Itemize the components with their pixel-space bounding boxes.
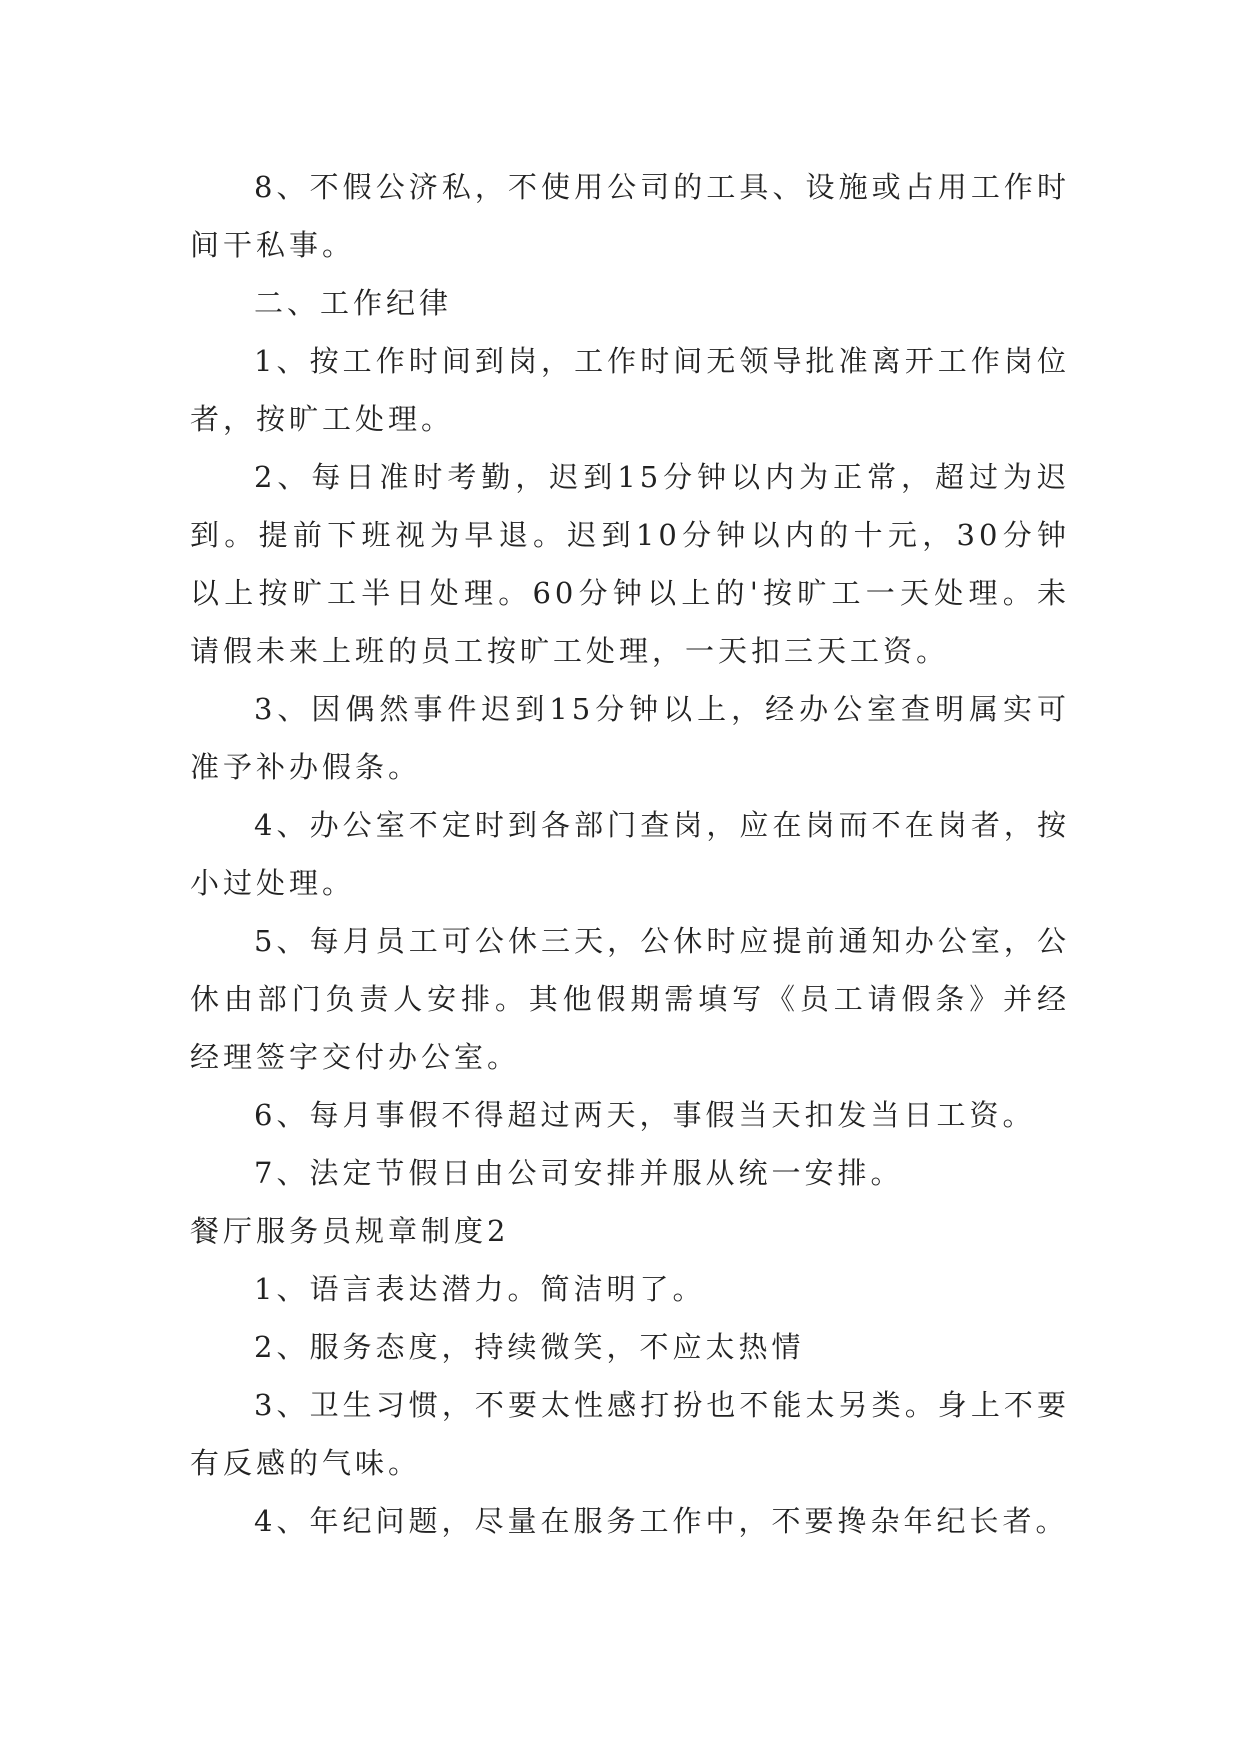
paragraph-item-1: 1、按工作时间到岗，工作时间无领导批准离开工作岗位者，按旷工处理。 [190,344,1070,436]
section-heading-work-discipline: 二、工作纪律 [254,286,453,320]
section-paragraph-1: 1、语言表达潜力。简洁明了。 [254,1272,706,1306]
paragraph-item-2: 2、每日准时考勤，迟到15分钟以内为正常，超过为迟到。提前下班视为早退。迟到10分钟以内的十元，30分钟以上按旷工半日处理。60分钟以上的'按旷工一天处理。未请假未来上班的员工按旷工处理，一天扣三天工资。 [190,460,1070,668]
section-title: 餐厅服务员规章制度2 [190,1214,510,1248]
section-paragraph-4: 4、年纪问题，尽量在服务工作中，不要搀杂年纪长者。 [254,1504,1069,1538]
paragraph-item-6: 6、每月事假不得超过两天，事假当天扣发当日工资。 [254,1098,1036,1132]
paragraph-item-8: 8、不假公济私，不使用公司的工具、设施或占用工作时间干私事。 [190,170,1070,262]
paragraph-item-7: 7、法定节假日由公司安排并服从统一安排。 [254,1156,904,1190]
section-paragraph-3: 3、卫生习惯，不要太性感打扮也不能太另类。身上不要有反感的气味。 [190,1388,1070,1480]
document-body [190,158,1070,1550]
paragraph-item-5: 5、每月员工可公休三天，公休时应提前通知办公室，公休由部门负责人安排。其他假期需填写《员工请假条》并经经理签字交付办公室。 [190,924,1070,1074]
paragraph-item-4: 4、办公室不定时到各部门查岗，应在岗而不在岗者，按小过处理。 [190,808,1070,900]
paragraph-item-3: 3、因偶然事件迟到15分钟以上，经办公室查明属实可准予补办假条。 [190,692,1070,784]
section-paragraph-2: 2、服务态度，持续微笑，不应太热情 [254,1330,805,1364]
